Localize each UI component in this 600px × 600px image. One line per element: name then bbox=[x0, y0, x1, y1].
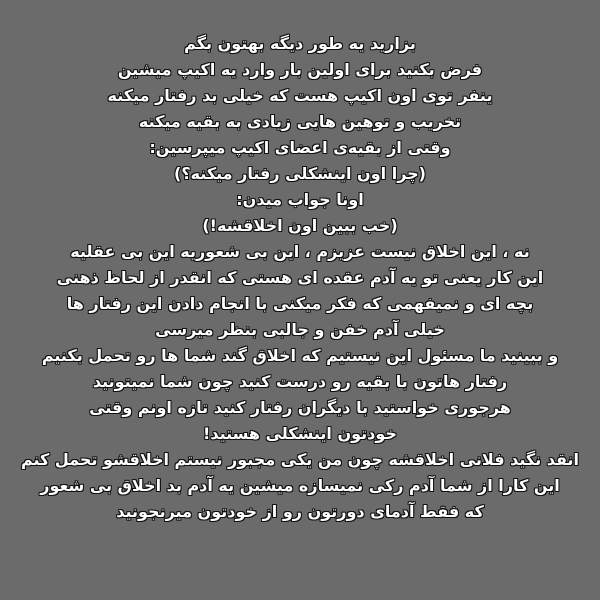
text-line: و ببینید ما مسئول این نیستیم که اخلاق گند شما ها رو تحمل بکنیم bbox=[41, 346, 559, 365]
text-line: فرض بکنید برای اولین بار وارد یه اکیپ میشین bbox=[117, 60, 483, 79]
text-line: خیلی آدم خفن و جالبی بنظر میرسی bbox=[155, 320, 445, 339]
text-line: رفتار هاتون با بقیه رو درست کنید چون شما نمیتونید bbox=[92, 372, 508, 391]
text-line: اونا جواب میدن: bbox=[236, 190, 364, 209]
text-line: هرجوری خواستید با دیگران رفتار کنید تازه اونم وقتی bbox=[89, 398, 511, 417]
text-line: تخریب و توهین هایی زیادی به بقیه میکنه bbox=[138, 112, 462, 131]
text-line: وقتی از بقیه‌ی اعضای اکیپ میپرسین: bbox=[149, 138, 451, 157]
text-line: (خب ببین اون اخلاقشه!) bbox=[202, 216, 398, 235]
text-line: انقد نگید فلانی اخلاقشه چون من یکی مجبور نیستم اخلاقشو تحمل کنم bbox=[20, 450, 580, 469]
text-line: نه ، این اخلاق نیست عزیزم ، این بی شعوریه این بی عقلیه bbox=[70, 242, 530, 261]
text-line: بچه ای و نمیفهمی که فکر میکنی با انجام دادن این رفتار ها bbox=[66, 294, 534, 313]
text-line: خودتون اینشکلی هستید! bbox=[203, 424, 397, 443]
text-line: بزارید یه طور دیگه بهتون بگم bbox=[184, 34, 416, 53]
text-line: این کار یعنی تو یه آدم عقده ای هستی که انقدر از لحاظ ذهنی bbox=[56, 268, 544, 287]
text-line: ینفر توی اون اکیپ هست که خیلی بد رفتار میکنه bbox=[107, 86, 493, 105]
persian-text-block bbox=[0, 31, 600, 525]
text-line: (چرا اون اینشکلی رفتار میکنه؟) bbox=[174, 164, 426, 183]
text-line: این کارا از شما آدم رکی نمیسازه میشین یه آدم بد اخلاق بی شعور bbox=[40, 476, 560, 495]
text-line: که فقط آدمای دورتون رو از خودتون میرنجونید bbox=[116, 502, 484, 521]
